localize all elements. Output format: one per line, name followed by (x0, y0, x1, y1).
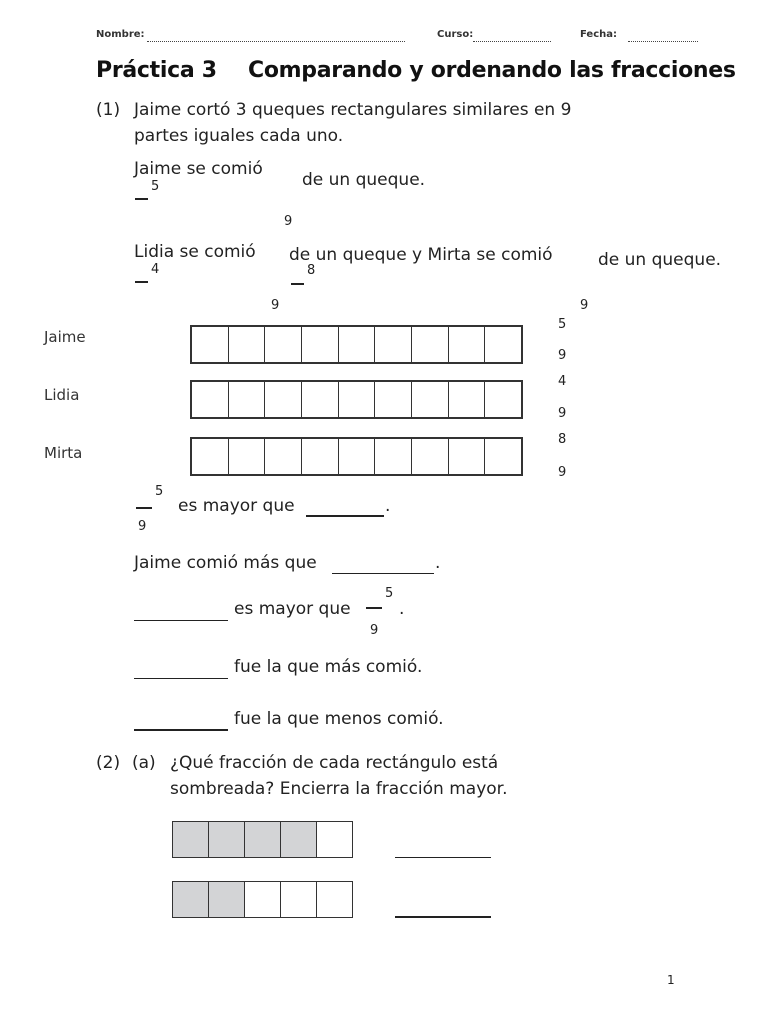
unshaded-cell (316, 821, 353, 858)
fraction-bar (135, 281, 148, 283)
name-field[interactable] (147, 31, 405, 42)
row-numerator-mirta: 8 (558, 432, 567, 447)
lidia-mirta-tail: de un queque. (598, 250, 722, 270)
lidia-mirta-middle: de un queque y Mirta se comió (289, 245, 553, 265)
lidia-numerator: 4 (151, 262, 160, 277)
row-denominator-jaime: 9 (558, 348, 567, 363)
mirta-numerator: 8 (307, 263, 316, 278)
s1-end: . (385, 496, 391, 516)
jaime-sentence-tail: de un queque. (302, 170, 426, 190)
mirta-denominator: 9 (580, 298, 589, 313)
jaime-denominator: 9 (284, 214, 293, 229)
s3-denominator: 9 (370, 623, 379, 638)
lidia-sentence: Lidia se comió (134, 242, 256, 262)
q2-number: (2) (96, 753, 121, 773)
row-denominator-lidia: 9 (558, 406, 567, 421)
page-title: Comparando y ordenando las fracciones (248, 58, 736, 83)
answer-blank-6[interactable] (395, 856, 491, 858)
answer-blank-7[interactable] (395, 915, 491, 918)
s2-text: Jaime comió más que (134, 553, 317, 573)
row-label-mirta: Mirta (44, 444, 83, 462)
answer-blank-3[interactable] (134, 619, 228, 621)
s1-numerator: 5 (155, 484, 164, 499)
answer-blank-5[interactable] (134, 728, 228, 731)
unshaded-cell (244, 881, 281, 918)
shaded-cell (244, 821, 281, 858)
answer-blank-2[interactable] (332, 572, 434, 574)
answer-blank-1[interactable] (306, 514, 384, 517)
s2-end: . (435, 553, 441, 573)
shaded-cell (172, 881, 209, 918)
s5-text: fue la que menos comió. (234, 709, 444, 729)
lidia-denominator: 9 (271, 298, 280, 313)
cake-strip-mirta (190, 437, 523, 476)
row-denominator-mirta: 9 (558, 465, 567, 480)
q2-line2: sombreada? Encierra la fracción mayor. (170, 779, 508, 799)
course-field[interactable] (473, 31, 551, 42)
row-label-jaime: Jaime (44, 328, 86, 346)
fraction-bar (291, 283, 304, 285)
cake-strip-jaime (190, 325, 523, 364)
jaime-sentence: Jaime se comió (134, 159, 263, 179)
shaded-cell (172, 821, 209, 858)
row-numerator-lidia: 4 (558, 374, 567, 389)
s3-text: es mayor que (234, 599, 351, 619)
shaded-cell (208, 881, 245, 918)
q1-line2: partes iguales cada uno. (134, 126, 344, 146)
s4-text: fue la que más comió. (234, 657, 423, 677)
q1-line1: Jaime cortó 3 queques rectangulares similares en 9 (134, 100, 572, 120)
shaded-cell (280, 821, 317, 858)
fraction-bar (136, 507, 152, 509)
shaded-rectangle-2 (172, 881, 353, 918)
row-label-lidia: Lidia (44, 386, 80, 404)
date-field[interactable] (628, 31, 698, 42)
unshaded-cell (280, 881, 317, 918)
fraction-bar (135, 198, 148, 200)
q2-line1: ¿Qué fracción de cada rectángulo está (170, 753, 499, 773)
row-numerator-jaime: 5 (558, 317, 567, 332)
name-label: Nombre: (96, 29, 145, 40)
answer-blank-4[interactable] (134, 677, 228, 679)
shaded-rectangle-1 (172, 821, 353, 858)
practice-number: Práctica 3 (96, 58, 217, 83)
cake-strip-lidia (190, 380, 523, 419)
page-number: 1 (667, 973, 675, 987)
s3-numerator: 5 (385, 586, 394, 601)
s1-text: es mayor que (178, 496, 295, 516)
date-label: Fecha: (580, 29, 618, 40)
jaime-numerator: 5 (151, 179, 160, 194)
unshaded-cell (316, 881, 353, 918)
fraction-bar (366, 607, 382, 609)
course-label: Curso: (437, 29, 474, 40)
shaded-cell (208, 821, 245, 858)
q1-number: (1) (96, 100, 121, 120)
q2-part: (a) (132, 753, 156, 773)
s3-end: . (399, 599, 405, 619)
s1-denominator: 9 (138, 519, 147, 534)
